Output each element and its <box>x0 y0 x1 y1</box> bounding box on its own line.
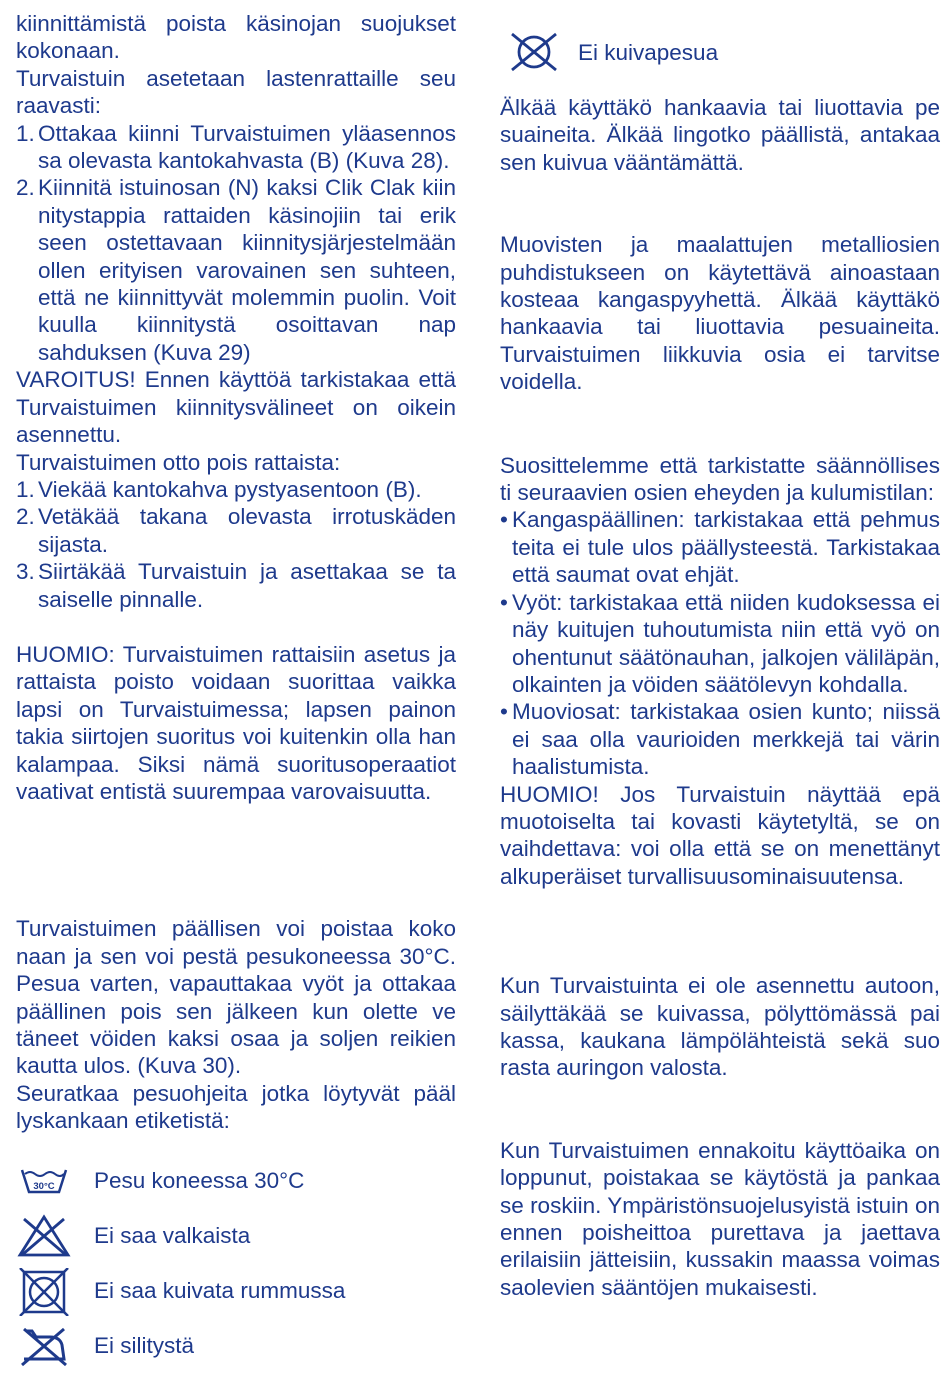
list-item <box>16 174 456 366</box>
care-label: Ei silitystä <box>94 1332 195 1358</box>
left-column <box>16 0 456 1373</box>
paragraph-warning: VAROITUS! Ennen käyttöä tarkistakaa että Turvaistuimen kiinnitysvälineet on oikein asennettu. <box>16 367 456 448</box>
paragraph-caution: HUOMIO: Turvaistuimen rattaisiin asetus ja rattaista poisto voidaan suorittaa vaikka lapsi on Turvaistuimessa; lapsen painon takia siirtojen suoritus voi kuitenkin olla han kalampaa. Siksi nämä suoritusoperaatiot vaativat entistä suurempaa varovaisuutta. <box>16 641 456 804</box>
care-label: Pesu koneessa 30°C <box>94 1167 305 1193</box>
bullet: • <box>500 699 508 725</box>
paragraph-disposal: Kun Turvaistuimen ennakoitu käyttöaika on loppunut, poistakaa se käytöstä ja pankaa se roskiin. Ympäristönsuojelusyistä istuin on ennen poisheittoa purettava ja jaettava erilaisiin jätteisiin, kussakin maassa voimas saolevien sääntöjen mukaisesti. <box>500 1137 940 1300</box>
list-text: Viekää kantokahva pystyasentoon (B). <box>38 476 422 502</box>
list-item <box>16 558 456 613</box>
care-item <box>506 30 940 74</box>
care-item <box>16 1153 456 1208</box>
list-item <box>500 698 940 780</box>
list-number: 1. <box>16 120 35 146</box>
paragraph-wash-label: Seuratkaa pesuohjeita jotka löytyvät pääl lyskankaan etiketistä: <box>16 1080 456 1134</box>
list-item <box>16 120 456 175</box>
paragraph-replace-warning: HUOMIO! Jos Turvaistuin näyttää epä muotoiselta tai kovasti käytetyltä, se on vaihdettava: voi olla että se on menettänyt alkuperäiset turvallisuusominaisuutensa. <box>500 781 940 889</box>
paragraph-removal-intro: Turvaistuimen otto pois rattaista: <box>16 449 341 475</box>
list-text: Vetäkää takana olevasta irrotuskäden sijasta. <box>38 504 456 557</box>
attach-steps-list <box>16 120 456 367</box>
list-text: Kangaspäällinen: tarkistakaa että pehmus teita ei tule ulos päällysteestä. Tarkistakaa että saumat ovat ehjät. <box>512 507 940 588</box>
list-number: 2. <box>16 504 35 530</box>
paragraph-inspection: Suosittelemme että tarkistatte säännöllises ti seuraavien osien eheyden ja kulumistilan: <box>500 452 940 506</box>
paragraph-armrest: kiinnittämistä poista käsinojan suojukset kokonaan. <box>16 11 456 64</box>
paragraph-plastic-care: Muovisten ja maalattujen metalliosien puhdistukseen on käytettävä ainoastaan kosteaa kangaspyyhettä. Älkää käyttäkö hankaavia tai liuottavia pesuaineita. Turvaistuimen liikkuvia osia ei tarvitse voidella. <box>500 232 940 395</box>
list-number: 1. <box>16 476 35 502</box>
paragraph-cover-wash: Turvaistuimen päällisen voi poistaa koko naan ja sen voi pestä pesukoneessa 30°C. Pesua varten, vapauttakaa vyöt ja ottakaa päällinen pois sen jälkeen kun olette ve täneet vöiden kaksi osaa ja soljen reikien kautta ulos. (Kuva 30). <box>16 916 456 1079</box>
care-label: Ei saa valkaista <box>94 1222 251 1248</box>
care-item <box>16 1208 456 1263</box>
no-dry-clean-icon <box>506 30 562 74</box>
care-label: Ei kuivapesua <box>578 39 719 65</box>
list-number: 3. <box>16 559 35 585</box>
no-iron-icon <box>16 1323 72 1367</box>
care-item <box>16 1318 456 1373</box>
paragraph-stroller-intro: Turvaistuin asetetaan lastenrattaille seu raavasti: <box>16 65 456 119</box>
removal-steps-list <box>16 476 456 613</box>
paragraph-cover-care: Älkää käyttäkö hankaavia tai liuottavia pe suaineita. Älkää lingotko päällistä, antakaa sen kuivua vääntämättä. <box>500 95 940 175</box>
list-item <box>16 503 456 558</box>
care-symbols-list <box>16 1153 456 1373</box>
bullet: • <box>500 507 508 533</box>
wash-temp-label: 30°C <box>33 1181 55 1193</box>
paragraph-storage: Kun Turvaistuinta ei ole asennettu autoon, säilyttäkää se kuivassa, pölyttömässä pai kassa, kaukana lämpölähteistä sekä suo rasta auringon valosta. <box>500 973 940 1081</box>
wash-30-icon <box>16 1158 72 1202</box>
bullet: • <box>500 589 508 615</box>
no-bleach-icon <box>16 1213 72 1257</box>
list-item <box>500 506 940 588</box>
list-text: Kiinnitä istuinosan (N) kaksi Clik Clak kiin nitystappia rattaiden käsinojiin tai erik seen ostettavaan kiinnitysjärjestelmään ollen erityisen varovainen sen suhteen, että ne kiinnittyvät molemmin puolin. Voit kuulla kiinnitystä osoittavan nap sahduksen (Kuva 29) <box>38 175 456 365</box>
list-item <box>500 589 940 699</box>
care-item <box>16 1263 456 1318</box>
no-tumble-dry-icon <box>16 1268 72 1312</box>
right-column <box>500 0 940 1301</box>
list-number: 2. <box>16 175 35 201</box>
list-item <box>16 476 456 503</box>
list-text: Ottakaa kiinni Turvaistuimen yläasennos sa olevasta kantokahvasta (B) (Kuva 28). <box>38 120 456 174</box>
care-label: Ei saa kuivata rummussa <box>94 1277 346 1303</box>
inspection-list <box>500 506 940 780</box>
list-text: Siirtäkää Turvaistuin ja asettakaa se ta saiselle pinnalle. <box>38 559 456 612</box>
list-text: Muoviosat: tarkistakaa osien kunto; niissä ei saa olla vaurioiden merkkejä tai värin haalistumista. <box>512 699 940 780</box>
list-text: Vyöt: tarkistakaa että niiden kudoksessa ei näy kuitujen tuhoutumista niin että vyö on ohentunut säätönauhan, jalkojen väliläpän, olkainten ja vöiden säätölevyn kohdalla. <box>512 589 940 697</box>
